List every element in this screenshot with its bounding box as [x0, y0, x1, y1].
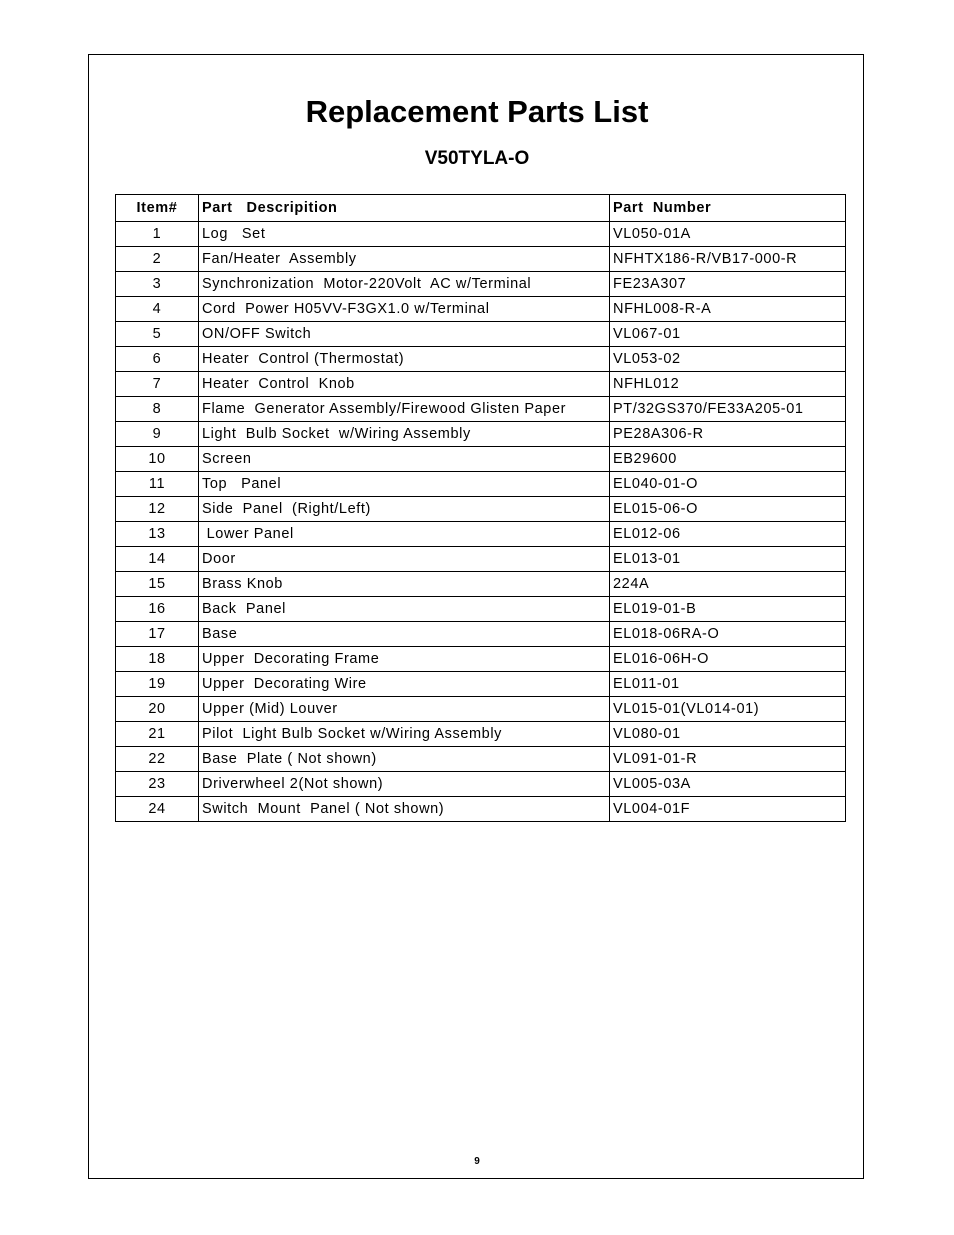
cell-description: Fan/Heater Assembly	[199, 247, 610, 272]
cell-item: 23	[116, 772, 199, 797]
cell-item: 1	[116, 222, 199, 247]
cell-part-number: EL019-01-B	[610, 597, 846, 622]
cell-item: 19	[116, 672, 199, 697]
cell-description: Lower Panel	[199, 522, 610, 547]
table-row	[116, 397, 846, 422]
cell-item: 12	[116, 497, 199, 522]
cell-item: 8	[116, 397, 199, 422]
cell-description: Upper Decorating Frame	[199, 647, 610, 672]
cell-item: 21	[116, 722, 199, 747]
table-row	[116, 472, 846, 497]
cell-item: 2	[116, 247, 199, 272]
cell-item: 13	[116, 522, 199, 547]
cell-part-number: EL011-01	[610, 672, 846, 697]
cell-description: Switch Mount Panel ( Not shown)	[199, 797, 610, 822]
header-description: Part Descripition	[199, 195, 610, 222]
cell-description: Screen	[199, 447, 610, 472]
table-row	[116, 447, 846, 472]
cell-part-number: VL067-01	[610, 322, 846, 347]
cell-description: Top Panel	[199, 472, 610, 497]
cell-description: Pilot Light Bulb Socket w/Wiring Assembly	[199, 722, 610, 747]
cell-description: Heater Control (Thermostat)	[199, 347, 610, 372]
cell-item: 5	[116, 322, 199, 347]
cell-part-number: NFHL008-R-A	[610, 297, 846, 322]
cell-description: Brass Knob	[199, 572, 610, 597]
cell-description: Door	[199, 547, 610, 572]
cell-description: Upper Decorating Wire	[199, 672, 610, 697]
cell-part-number: EL012-06	[610, 522, 846, 547]
cell-description: Back Panel	[199, 597, 610, 622]
cell-description: Upper (Mid) Louver	[199, 697, 610, 722]
header-item: Item#	[116, 195, 199, 222]
cell-item: 11	[116, 472, 199, 497]
cell-part-number: EL015-06-O	[610, 497, 846, 522]
cell-description: Base	[199, 622, 610, 647]
cell-description: Synchronization Motor-220Volt AC w/Terminal	[199, 272, 610, 297]
cell-item: 14	[116, 547, 199, 572]
cell-description: Heater Control Knob	[199, 372, 610, 397]
table-row	[116, 797, 846, 822]
page-title: Replacement Parts List	[305, 94, 649, 129]
cell-item: 16	[116, 597, 199, 622]
table-header-row	[116, 195, 846, 222]
cell-description: Cord Power H05VV-F3GX1.0 w/Terminal	[199, 297, 610, 322]
cell-part-number: VL091-01-R	[610, 747, 846, 772]
table-row	[116, 772, 846, 797]
model-number: V50TYLA-O	[424, 148, 530, 169]
table-row	[116, 222, 846, 247]
parts-table-body	[116, 222, 846, 822]
cell-part-number: FE23A307	[610, 272, 846, 297]
parts-table	[115, 194, 846, 822]
table-row	[116, 747, 846, 772]
cell-description: Side Panel (Right/Left)	[199, 497, 610, 522]
cell-item: 24	[116, 797, 199, 822]
table-row	[116, 697, 846, 722]
table-row	[116, 497, 846, 522]
cell-part-number: PE28A306-R	[610, 422, 846, 447]
cell-part-number: EL040-01-O	[610, 472, 846, 497]
page-number: 9	[474, 1156, 480, 1167]
table-row	[116, 672, 846, 697]
cell-part-number: EL013-01	[610, 547, 846, 572]
table-row	[116, 622, 846, 647]
cell-part-number: EL016-06H-O	[610, 647, 846, 672]
cell-item: 3	[116, 272, 199, 297]
cell-item: 15	[116, 572, 199, 597]
table-row	[116, 522, 846, 547]
cell-item: 10	[116, 447, 199, 472]
header-part-number: Part Number	[610, 195, 846, 222]
cell-part-number: EB29600	[610, 447, 846, 472]
table-row	[116, 572, 846, 597]
cell-item: 7	[116, 372, 199, 397]
cell-description: Light Bulb Socket w/Wiring Assembly	[199, 422, 610, 447]
table-row	[116, 547, 846, 572]
cell-part-number: VL050-01A	[610, 222, 846, 247]
cell-item: 22	[116, 747, 199, 772]
cell-item: 18	[116, 647, 199, 672]
cell-item: 20	[116, 697, 199, 722]
cell-part-number: VL005-03A	[610, 772, 846, 797]
table-row	[116, 247, 846, 272]
cell-part-number: EL018-06RA-O	[610, 622, 846, 647]
cell-item: 9	[116, 422, 199, 447]
table-row	[116, 722, 846, 747]
cell-part-number: NFHL012	[610, 372, 846, 397]
cell-part-number: 224A	[610, 572, 846, 597]
cell-item: 4	[116, 297, 199, 322]
cell-description: Flame Generator Assembly/Firewood Glisten Paper	[199, 397, 610, 422]
table-row	[116, 597, 846, 622]
cell-part-number: VL080-01	[610, 722, 846, 747]
table-row	[116, 322, 846, 347]
table-row	[116, 422, 846, 447]
table-row	[116, 297, 846, 322]
table-row	[116, 647, 846, 672]
cell-item: 17	[116, 622, 199, 647]
cell-description: Log Set	[199, 222, 610, 247]
table-row	[116, 347, 846, 372]
cell-part-number: VL004-01F	[610, 797, 846, 822]
cell-description: ON/OFF Switch	[199, 322, 610, 347]
cell-item: 6	[116, 347, 199, 372]
table-row	[116, 372, 846, 397]
cell-description: Driverwheel 2(Not shown)	[199, 772, 610, 797]
cell-part-number: PT/32GS370/FE33A205-01	[610, 397, 846, 422]
cell-description: Base Plate ( Not shown)	[199, 747, 610, 772]
cell-part-number: VL015-01(VL014-01)	[610, 697, 846, 722]
cell-part-number: NFHTX186-R/VB17-000-R	[610, 247, 846, 272]
table-row	[116, 272, 846, 297]
cell-part-number: VL053-02	[610, 347, 846, 372]
